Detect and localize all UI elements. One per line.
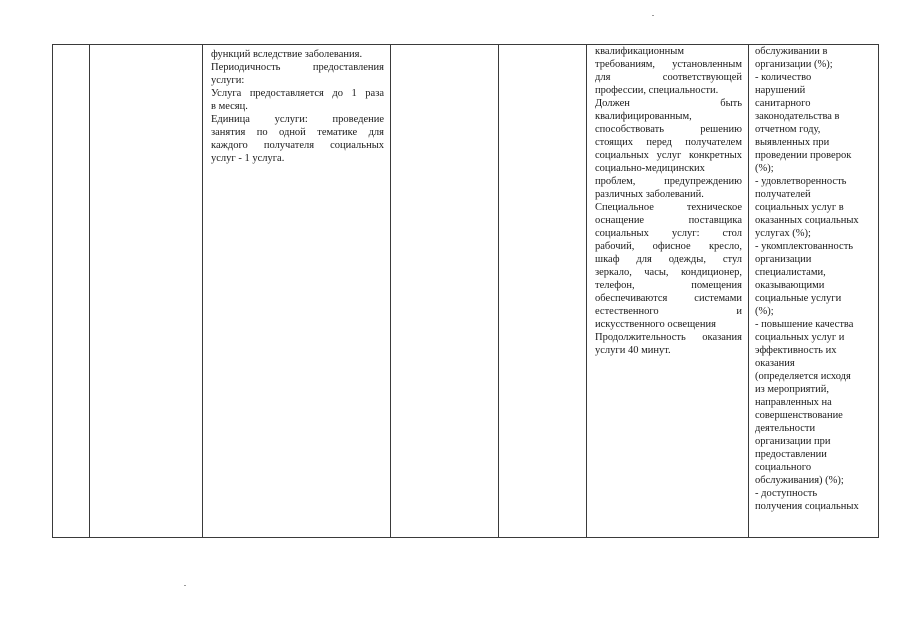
text-line: в месяц. — [211, 101, 248, 112]
text-line: совершенствование — [755, 410, 843, 421]
text-line: Периодичность предоставления — [211, 62, 384, 73]
text-line: законодательства в — [755, 111, 840, 122]
text-line: Должен быть — [595, 98, 742, 109]
text-line: (%); — [755, 306, 774, 317]
text-line: Единица услуги: проведение — [211, 114, 384, 125]
text-line: отчетном году, — [755, 124, 821, 135]
text-line: специалистами, — [755, 267, 826, 278]
text-line: обслуживания) (%); — [755, 475, 844, 486]
text-line: оснащение поставщика — [595, 215, 742, 226]
text-line: услуги: — [211, 75, 245, 86]
text-line: социально-медицинских — [595, 163, 705, 174]
text-line: Услуга предоставляется до 1 раза — [211, 88, 384, 99]
text-line: организации (%); — [755, 59, 833, 70]
cell-number — [53, 45, 90, 538]
text-line: (%); — [755, 163, 774, 174]
text-line: (определяется исходя — [755, 371, 851, 382]
text-line: получения социальных — [755, 501, 859, 512]
cell-quality-indicators — [749, 45, 879, 538]
text-line: требованиям, установленным — [595, 59, 742, 70]
text-line: организации — [755, 254, 812, 265]
text-line: из мероприятий, — [755, 384, 829, 395]
cell-service-conditions — [587, 45, 749, 538]
text-line: - удовлетворенность — [755, 176, 847, 187]
text-line: получателей — [755, 189, 811, 200]
cell-service-description — [203, 45, 391, 538]
text-line: оказанных социальных — [755, 215, 859, 226]
cell-service-time — [391, 45, 499, 538]
cell-service-norm — [499, 45, 587, 538]
text-line: телефон, помещения — [595, 280, 742, 291]
text-line: - количество — [755, 72, 812, 83]
text-line: направленных на — [755, 397, 832, 408]
text-line: организации при — [755, 436, 831, 447]
text-line: обеспечиваются системами — [595, 293, 742, 304]
text-line: искусственного освещения — [595, 319, 716, 330]
text-line: оказывающими — [755, 280, 825, 291]
text-line: различных заболеваний. — [595, 189, 704, 200]
text-line: услугах (%); — [755, 228, 811, 239]
text-line: рабочий, офисное кресло, — [595, 241, 742, 252]
text-line: квалифицированным, — [595, 111, 692, 122]
text-line: социального — [755, 462, 812, 473]
text-line: шкаф для одежды, стул — [595, 254, 742, 265]
text-line: профессии, специальности. — [595, 85, 719, 96]
text-line: социальных услуг в — [755, 202, 844, 213]
text-line: проблем, предупреждению — [595, 176, 742, 187]
text-line: стоящих перед получателем — [595, 137, 742, 148]
text-line: социальных услуг: стол — [595, 228, 742, 239]
text-line: эффективность их — [755, 345, 837, 356]
text-line: обслуживании в — [755, 46, 828, 57]
text-line: нарушений — [755, 85, 806, 96]
text-line: оказания — [755, 358, 795, 369]
text-line: для соответствующей — [595, 72, 742, 83]
text-line: деятельности — [755, 423, 816, 434]
text-line: выявленных при — [755, 137, 830, 148]
text-line: занятия по одной тематике для — [211, 127, 384, 138]
text-line: естественного и — [595, 306, 742, 317]
text-line: Специальное техническое — [595, 202, 742, 213]
text-line: социальные услуги — [755, 293, 842, 304]
text-line: - доступность — [755, 488, 818, 499]
text-line: зеркало, часы, кондиционер, — [595, 267, 742, 278]
cell-service-name — [90, 45, 203, 538]
text-line: функций вследствие заболевания. — [211, 49, 363, 60]
text-line: услуг - 1 услуга. — [211, 153, 285, 164]
text-line: услуги 40 минут. — [595, 345, 671, 356]
scan-speck — [184, 585, 186, 586]
text-line: социальных услуг конкретных — [595, 150, 742, 161]
text-line: способствовать решению — [595, 124, 742, 135]
text-line: квалификационным — [595, 46, 684, 57]
text-line: - повышение качества — [755, 319, 854, 330]
text-line: Продолжительность оказания — [595, 332, 742, 343]
text-line: социальных услуг и — [755, 332, 845, 343]
text-line: - укомплектованность — [755, 241, 854, 252]
text-line: проведении проверок — [755, 150, 852, 161]
services-table — [52, 44, 879, 538]
text-line: каждого получателя социальных — [211, 140, 384, 151]
text-line: предоставлении — [755, 449, 827, 460]
table-row — [53, 45, 879, 538]
scan-speck — [652, 15, 654, 16]
text-line: санитарного — [755, 98, 811, 109]
